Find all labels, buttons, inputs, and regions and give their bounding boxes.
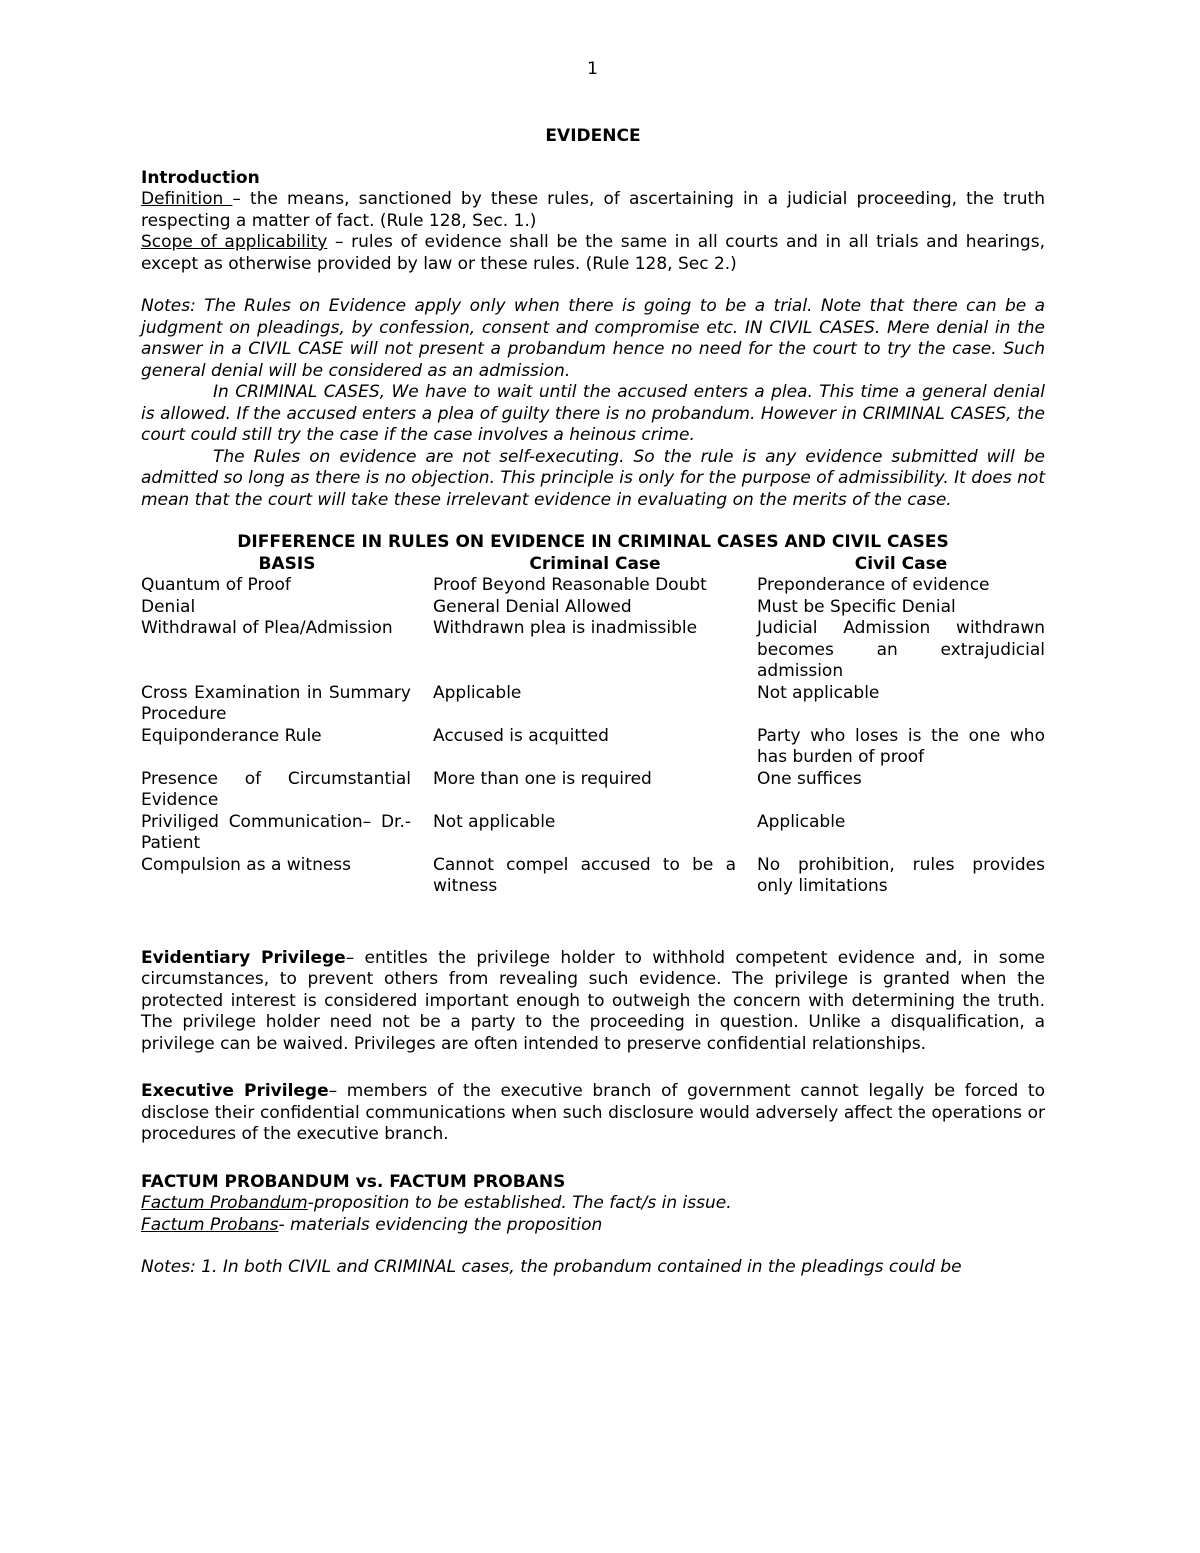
cell-civil: Must be Specific Denial [757, 596, 956, 617]
table-row [141, 726, 1045, 769]
cell-civil: No prohibition, rules provides only limitations [757, 854, 1045, 896]
factum-probandum-text: -proposition to be established. The fact/s in issue. [307, 1193, 732, 1213]
evidentiary-privilege-text: – entitles the privilege holder to withhold competent evidence and, in some circumstances, to prevent others from revealing such evidence. The privilege is granted when the protected interest is considered important enough to outweigh the concern with determining the truth. The privilege holder need not be a party to the proceeding in question. Unlike a disqualification, a privilege can be waived. Privileges are often intended to preserve confidential relationships. [141, 947, 1045, 1054]
table-row [141, 575, 1045, 597]
cell-criminal: General Denial Allowed [433, 596, 632, 617]
document-body [141, 126, 1045, 1279]
notes-paragraph-3: The Rules on evidence are not self-executing. So the rule is any evidence submitted will be admitted so long as there is no objection. This principle is only for the purpose of admissibility. It does not mean that the court will take these irrelevant evidence in evaluating on the merits of the case. [141, 446, 1045, 510]
cell-basis: Compulsion as a witness [141, 854, 352, 875]
factum-heading: FACTUM PROBANDUM vs. FACTUM PROBANS [141, 1171, 566, 1192]
cell-basis: Denial [141, 596, 196, 617]
cell-criminal: More than one is required [433, 768, 652, 789]
cell-basis: Quantum of Proof [141, 575, 291, 595]
notes-paragraph-final: Notes: 1. In both CIVIL and CRIMINAL cases, the probandum contained in the pleadings could be [141, 1257, 962, 1277]
cell-civil: Not applicable [757, 682, 880, 703]
cell-criminal: Proof Beyond Reasonable Doubt [433, 575, 707, 595]
scope-text: – rules of evidence shall be the same in all courts and in all trials and hearings, except as otherwise provided by law or these rules. (Rule 128, Sec 2.) [141, 232, 1045, 274]
scope-paragraph [141, 232, 1045, 275]
intro-heading: Introduction [141, 167, 260, 188]
comparison-table [141, 554, 1045, 898]
page-number: 1 [587, 59, 598, 79]
cell-civil: Preponderance of evidence [757, 575, 990, 595]
evidentiary-privilege-paragraph [141, 948, 1045, 1056]
scope-label: Scope of applicability [141, 232, 328, 252]
executive-privilege-paragraph [141, 1081, 1045, 1146]
notes-paragraph-1: Notes: The Rules on Evidence apply only when there is going to be a trial. Note that there can be a judgment on pleadings, by confession, consent and compromise etc. IN CIVIL CASES. Mere denial in the answer in a CIVIL CASE will not present a probandum hence no need for the court to try the case. Such general denial will be considered as an admission. [141, 296, 1045, 381]
cell-civil: Judicial Admission withdrawn becomes an extrajudicial admission [757, 618, 1045, 681]
cell-civil: Applicable [757, 811, 846, 832]
cell-criminal: Withdrawn plea is inadmissible [433, 618, 698, 638]
cell-civil: One suffices [757, 768, 862, 789]
cell-basis: Priviliged Communication– Dr.-Patient [141, 811, 411, 853]
definition-text: – the means, sanctioned by these rules, of ascertaining in a judicial proceeding, the truth respecting a matter of fact. (Rule 128, Sec. 1.) [141, 189, 1045, 231]
definition-paragraph [141, 189, 1045, 232]
header-civil: Civil Case [854, 553, 948, 574]
cell-basis: Cross Examination in Summary Procedure [141, 682, 411, 724]
cell-basis: Equiponderance Rule [141, 725, 322, 746]
factum-probandum-label: Factum Probandum [141, 1193, 308, 1213]
cell-criminal: Accused is acquitted [433, 725, 609, 746]
executive-privilege-label: Executive Privilege [141, 1081, 329, 1101]
table-row [141, 812, 1045, 855]
table-header-row [141, 554, 1045, 576]
cell-civil: Party who loses is the one who has burden of proof [757, 725, 1045, 767]
cell-criminal: Applicable [433, 682, 522, 703]
header-basis: BASIS [258, 553, 316, 574]
notes-paragraph-2: In CRIMINAL CASES, We have to wait until the accused enters a plea. This time a general denial is allowed. If the accused enters a plea of guilty there is no probandum. However in CRIMINAL CASES, the court could still try the case if the case involves a heinous crime. [141, 382, 1045, 445]
factum-probans-text: - materials evidencing the proposition [278, 1214, 603, 1235]
table-row [141, 597, 1045, 619]
cell-basis: Presence of Circumstantial Evidence [141, 768, 411, 810]
table-row [141, 855, 1045, 898]
evidentiary-privilege-label: Evidentiary Privilege [141, 947, 346, 968]
table-row [141, 769, 1045, 812]
table-row [141, 683, 1045, 726]
factum-probans-label: Factum Probans [141, 1214, 279, 1235]
header-criminal: Criminal Case [529, 553, 661, 574]
cell-criminal: Not applicable [433, 811, 556, 832]
cell-criminal: Cannot compel accused to be a witness [433, 854, 736, 896]
cell-basis: Withdrawal of Plea/Admission [141, 618, 393, 638]
comparison-table-title: DIFFERENCE IN RULES ON EVIDENCE IN CRIMINAL CASES AND CIVIL CASES [237, 532, 949, 552]
factum-probandum-line [141, 1193, 1045, 1215]
definition-label: Definition [141, 189, 233, 209]
table-row [141, 618, 1045, 683]
factum-probans-line [141, 1215, 1045, 1237]
executive-privilege-text: – members of the executive branch of government cannot legally be forced to disclose their confidential communications when such disclosure would adversely affect the operations or procedures of the executive branch. [141, 1081, 1045, 1144]
document-title: EVIDENCE [545, 126, 641, 146]
